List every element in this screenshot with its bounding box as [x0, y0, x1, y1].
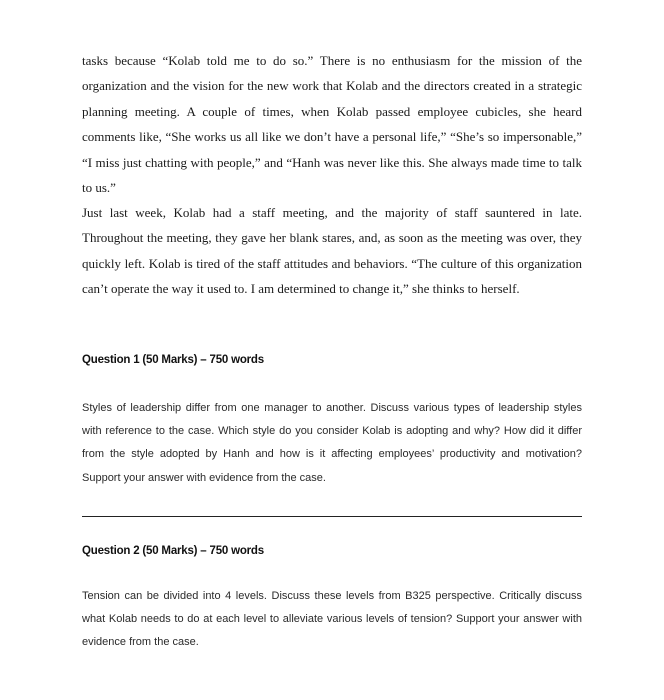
case-paragraph-2: Just last week, Kolab had a staff meeting, and the majority of staff sauntered in late. Throughout the meeting, they gave her blank stares, and, as soon as the meeting was over, they quickly left. Kolab is tired of the staff attitudes and behaviors. “The culture of this organization can’t operate the way it used to. I am determined to change it,” she thinks to herself.: [82, 205, 582, 297]
section-divider: [82, 516, 582, 517]
case-paragraph-1: tasks because “Kolab told me to do so.” There is no enthusiasm for the mission of the organization and the vision for the new work that Kolab and the directors created in a strategic planning meeting. A couple of times, when Kolab passed employee cubicles, she heard comments like, “She works us all like we don’t have a personal life,” “She’s so impersonable,” “I miss just chatting with people,” and “Hanh was never like this. She always made time to talk to us.”: [82, 53, 582, 196]
question-1-body: Styles of leadership differ from one manager to another. Discuss various types of leadership styles with reference to the case. Which style do you consider Kolab is adopting and why? How did it differ from the style adopted by Hanh and how is it affecting employees’ productivity and motivation? Support your answer with evidence from the case.: [82, 402, 582, 484]
question-2-body: Tension can be divided into 4 levels. Discuss these levels from B325 perspective. Critically discuss what Kolab needs to do at each level to alleviate various levels of tension? Support your answer with evidence from the case.: [82, 590, 582, 649]
question-2-heading: Question 2 (50 Marks) – 750 words: [82, 545, 264, 557]
question-1-heading: Question 1 (50 Marks) – 750 words: [82, 354, 264, 366]
